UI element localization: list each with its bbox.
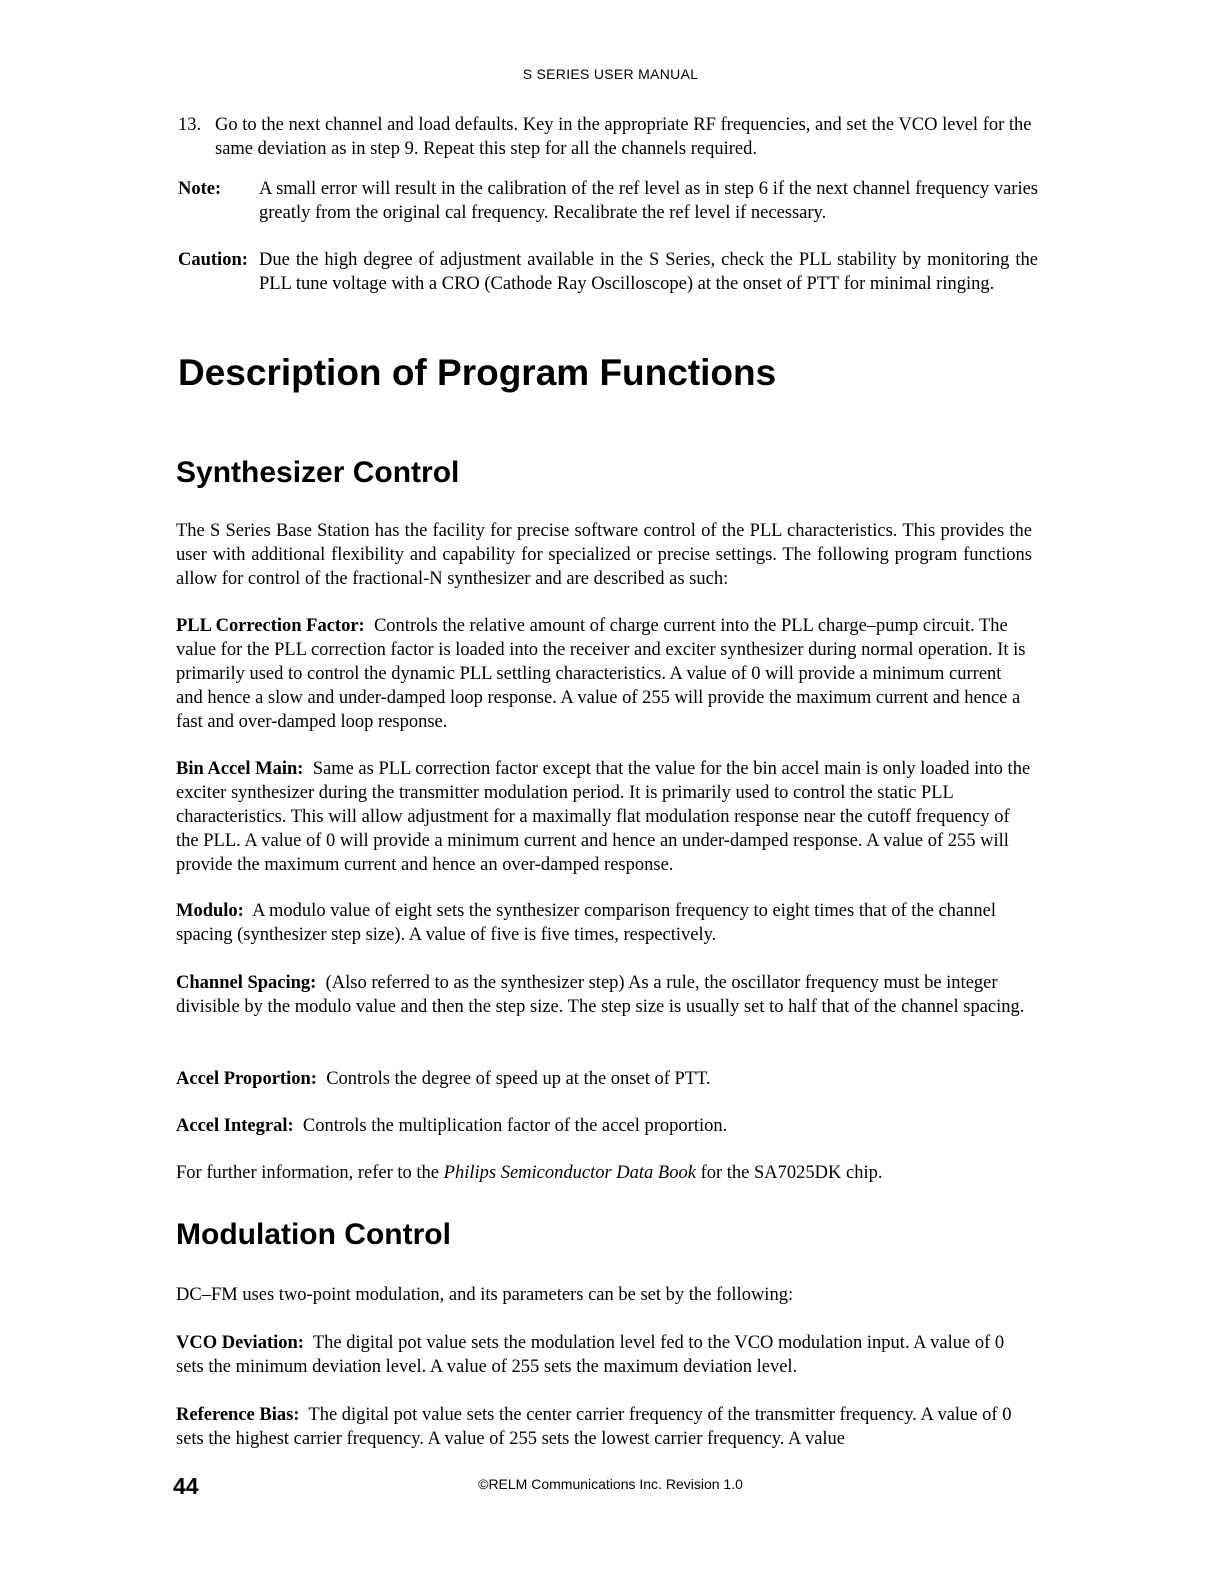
accel-prop-text: Controls the degree of speed up at the onset of PTT. xyxy=(326,1069,711,1089)
ref-label: Reference Bias: xyxy=(176,1405,300,1425)
modulo-label: Modulo: xyxy=(176,901,244,921)
modulo-text: A modulo value of eight sets the synthesizer comparison frequency to eight times that of the channel spacing (synthesizer step size). A value of five is five times, respectively. xyxy=(176,901,996,945)
bin-accel-main xyxy=(176,757,1032,877)
book-title: Philips Semiconductor Data Book xyxy=(443,1163,696,1183)
accel-int-text: Controls the multiplication factor of the accel proportion. xyxy=(302,1116,728,1136)
pll-text: Controls the relative amount of charge current into the PLL charge–pump circuit. The value for the PLL correction factor is loaded into the receiver and exciter synthesizer during normal operation. It is primarily used to control the dynamic PLL settling characteristics. A value of 0 will provide a minimum current and hence a slow and under-damped loop response. A value of 255 will provide the maximum current and hence a fast and over-damped loop response. xyxy=(176,616,1026,732)
note-label: Note: xyxy=(178,179,222,199)
modulo xyxy=(176,899,1032,947)
section-heading-synthesizer: Synthesizer Control xyxy=(176,456,460,489)
bin-text: Same as PLL correction factor except that the value for the bin accel main is only loaded into the exciter synthesizer during the transmitter modulation period. It is primarily used to control the static PLL characteristics. This will allow adjustment for a maximally flat modulation response near the cutoff frequency of the PLL. A value of 0 will provide a minimum current and hence an under-damped response. A value of 255 will provide the maximum current and hence an over-damped response. xyxy=(176,759,1031,875)
vco-text: The digital pot value sets the modulation level fed to the VCO modulation input. A value of 0 sets the minimum deviation level. A value of 255 sets the maximum deviation level. xyxy=(176,1333,1005,1377)
running-header: S SERIES USER MANUAL xyxy=(522,66,699,82)
further-post: for the SA7025DK chip. xyxy=(695,1163,883,1183)
pll-correction-factor xyxy=(176,614,1032,734)
vco-label: VCO Deviation: xyxy=(176,1333,304,1353)
note-block xyxy=(178,177,1038,225)
further-pre: For further information, refer to the xyxy=(176,1163,444,1183)
section-heading-modulation: Modulation Control xyxy=(176,1218,451,1251)
step-text: Go to the next channel and load defaults. Key in the appropriate RF frequencies, and set the VCO level for the same deviation as in step 9. Repeat this step for all the channels required. xyxy=(215,115,1032,159)
reference-bias xyxy=(176,1403,1032,1451)
vco-deviation xyxy=(176,1331,1032,1379)
bin-label: Bin Accel Main: xyxy=(176,759,304,779)
footer-copyright: ©RELM Communications Inc. Revision 1.0 xyxy=(478,1476,743,1492)
note-text: A small error will result in the calibration of the ref level as in step 6 if the next channel frequency varies greatly from the original cal frequency. Recalibrate the ref level if necessary. xyxy=(259,179,1038,223)
spacing-text: (Also referred to as the synthesizer step) As a rule, the oscillator frequency must be integer divisible by the modulo value and then the step size. The step size is usually set to half that of the channel spacing. xyxy=(176,973,1025,1017)
accel-proportion xyxy=(176,1067,1032,1091)
synth-intro: The S Series Base Station has the facility for precise software control of the PLL characteristics. This provides the user with additional flexibility and capability for specialized or precise settings. The following program functions allow for control of the fractional-N synthesizer and are described as such: xyxy=(176,521,1032,589)
caution-text: Due the high degree of adjustment available in the S Series, check the PLL stability by monitoring the PLL tune voltage with a CRO (Cathode Ray Oscilloscope) at the onset of PTT for minimal ringing. xyxy=(259,250,1038,294)
further-information xyxy=(176,1161,1032,1185)
page-title: Description of Program Functions xyxy=(178,352,777,393)
spacing-label: Channel Spacing: xyxy=(176,973,317,993)
caution-block xyxy=(178,248,1038,296)
page-number: 44 xyxy=(173,1473,199,1499)
accel-int-label: Accel Integral: xyxy=(176,1116,294,1136)
step-number: 13. xyxy=(178,115,202,135)
pll-label: PLL Correction Factor: xyxy=(176,616,365,636)
accel-prop-label: Accel Proportion: xyxy=(176,1069,317,1089)
channel-spacing xyxy=(176,971,1032,1019)
step-13 xyxy=(178,113,1038,161)
mod-intro: DC–FM uses two-point modulation, and its parameters can be set by the following: xyxy=(176,1285,794,1305)
caution-label: Caution: xyxy=(178,250,248,270)
ref-text: The digital pot value sets the center carrier frequency of the transmitter frequency. A value of 0 sets the highest carrier frequency. A value of 255 sets the lowest carrier frequency. A value xyxy=(176,1405,1012,1449)
accel-integral xyxy=(176,1114,1032,1138)
